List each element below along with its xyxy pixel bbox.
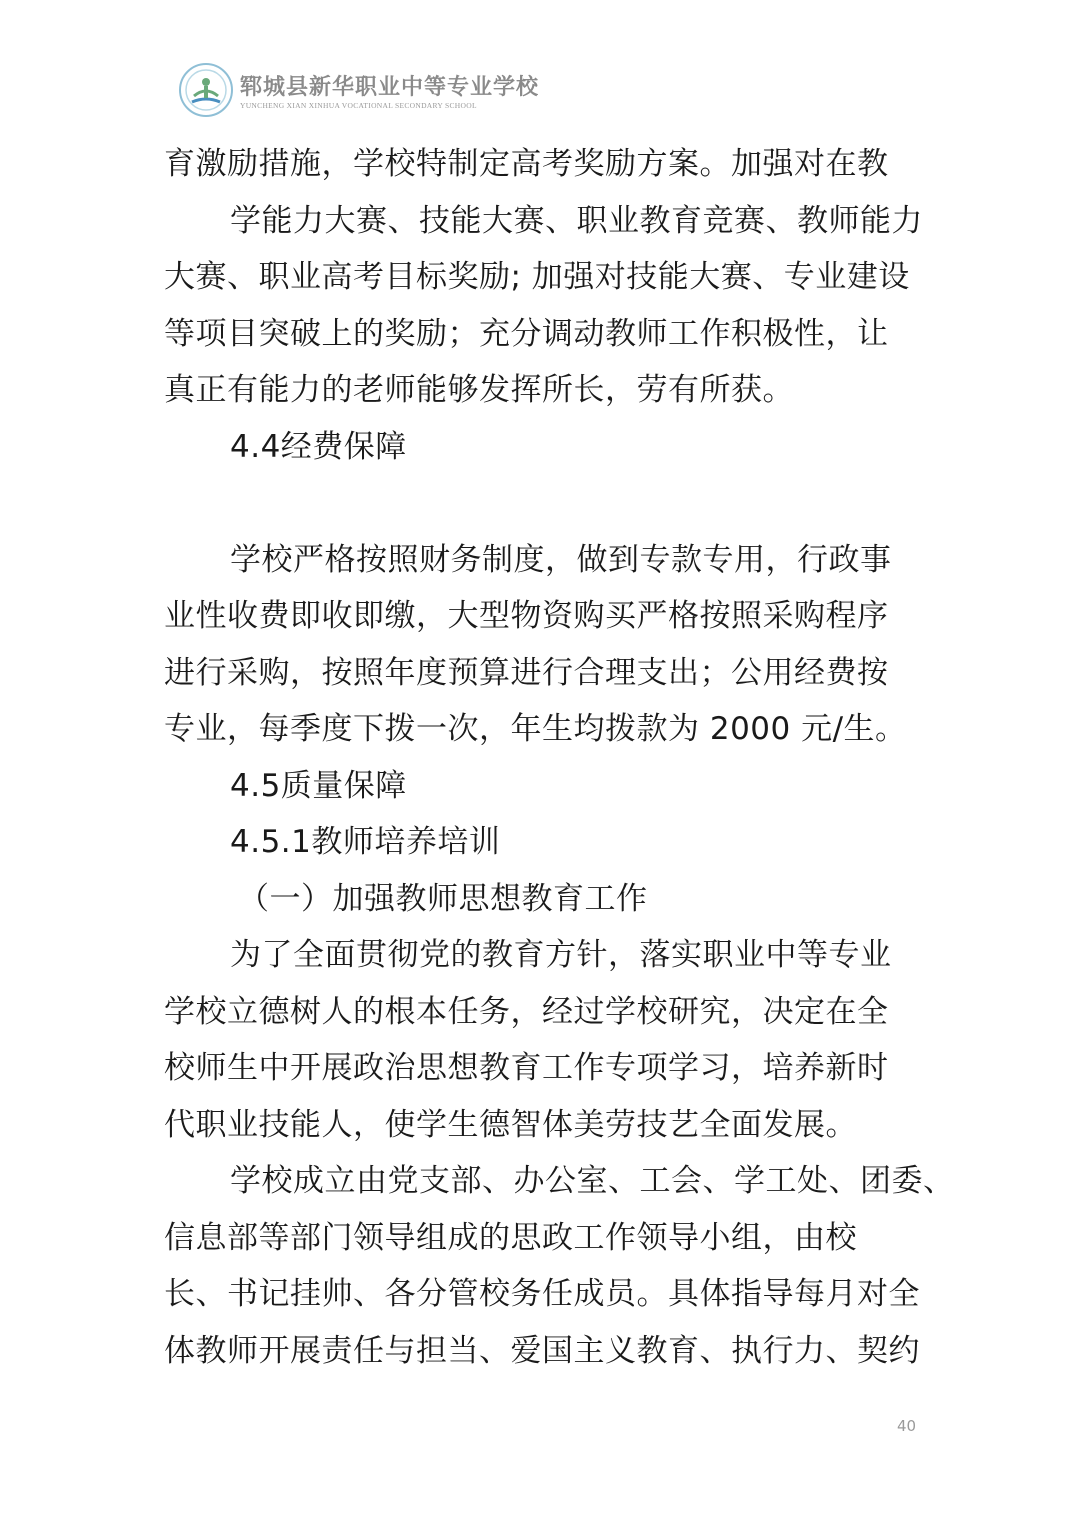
subsection-heading: 4.5.1教师培养培训	[230, 824, 501, 860]
body-line: 学校严格按照财务制度，做到专款专用，行政事	[230, 541, 892, 578]
body-line: 业性收费即收即缴，大型物资购买严格按照采购程序	[164, 598, 889, 634]
subsection-title: （一）加强教师思想教育工作	[238, 880, 648, 917]
school-logo-icon	[178, 62, 234, 118]
body-line: 进行采购，按照年度预算进行合理支出；公用经费按	[164, 654, 889, 691]
body-line: 大赛、职业高考目标奖励; 加强对技能大赛、专业建设	[164, 259, 910, 295]
page-header	[178, 62, 539, 118]
body-line: 代职业技能人，使学生德智体美劳技艺全面发展。	[164, 1106, 857, 1143]
body-line: 信息部等部门领导组成的思政工作领导小组，由校	[164, 1219, 857, 1256]
blank-spacer	[164, 475, 934, 532]
body-line: 体教师开展责任与担当、爱国主义教育、执行力、契约	[164, 1332, 920, 1369]
body-line: 等项目突破上的奖励；充分调动教师工作积极性，让	[164, 315, 889, 352]
body-line: 学校立德树人的根本任务，经过学校研究，决定在全	[164, 993, 889, 1030]
section-heading: 4.4经费保障	[230, 428, 407, 465]
body-line: 为了全面贯彻党的教育方针，落实职业中等专业	[230, 937, 892, 973]
document-body	[164, 136, 955, 1379]
body-line: 校师生中开展政治思想教育工作专项学习，培养新时	[164, 1050, 889, 1086]
body-line: 长、书记挂帅、各分管校务任成员。具体指导每月对全	[164, 1276, 920, 1312]
body-line: 真正有能力的老师能够发挥所长，劳有所获。	[164, 372, 794, 408]
body-line: 专业，每季度下拨一次，年生均拨款为 2000 元/生。	[164, 711, 907, 747]
school-name-english: YUNCHENG XIAN XINHUA VOCATIONAL SECONDARY SCHOOL	[240, 101, 477, 110]
body-line: 学校成立由党支部、办公室、工会、学工处、团委、	[230, 1163, 955, 1199]
section-heading: 4.5质量保障	[230, 767, 407, 804]
school-name	[240, 70, 539, 110]
school-name-chinese: 郓城县新华职业中等专业学校	[240, 74, 540, 100]
page-number: 40	[897, 1417, 917, 1435]
body-line: 学能力大赛、技能大赛、职业教育竞赛、教师能力	[230, 202, 923, 239]
body-line: 育激励措施，学校特制定高考奖励方案。加强对在教	[164, 146, 889, 182]
